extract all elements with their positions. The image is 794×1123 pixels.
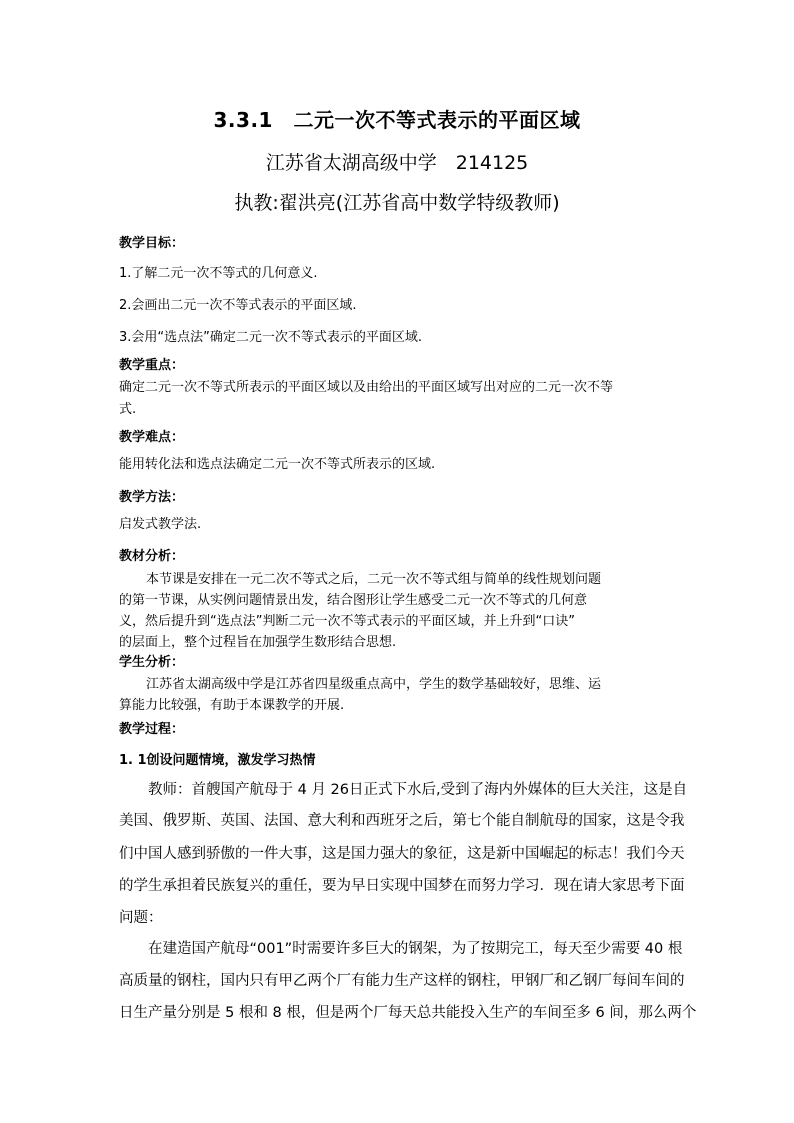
school-line: 江苏省太湖高级中学 214125 — [265, 152, 529, 174]
teacher-line: 执教:翟洪亮(江苏省高中数学特级教师) — [234, 192, 560, 214]
process-paragraph-line: 们中国人感到骄傲的一件大事，这是国力强大的象征，这是新中国崛起的标志！我们今天 — [119, 846, 685, 862]
key-points-heading: 教学重点： — [119, 358, 185, 373]
student-analysis-line: 江苏省太湖高级中学是江苏省四星级重点高中，学生的数学基础较好，思维、运 — [146, 677, 602, 692]
objective-item: 2.会画出二元一次不等式表示的平面区域. — [119, 298, 357, 313]
process-paragraph-line: 高质量的钢柱，国内只有甲乙两个厂有能力生产这样的钢柱，甲钢厂和乙钢厂每间车间的 — [119, 973, 685, 989]
process-paragraph-line: 教师：首艘国产航母于 4 月 26日正式下水后,受到了海内外媒体的巨大关注，这是自 — [148, 782, 688, 798]
process-paragraph-line: 的学生承担着民族复兴的重任，要为早日实现中国梦在而努力学习．现在请大家思考下面 — [119, 878, 685, 894]
key-points-line: 确定二元一次不等式所表示的平面区域以及由给出的平面区域写出对应的二元一次不等 — [119, 380, 614, 395]
student-analysis-line: 算能力比较强，有助于本课教学的开展. — [119, 698, 345, 713]
textbook-analysis-heading: 教材分析： — [119, 549, 185, 564]
key-points-line: 式. — [119, 402, 137, 417]
process-subheading: 1. 1创设问题情境，激发学习热情 — [119, 753, 316, 768]
page-title: 3.3.1 二元一次不等式表示的平面区域 — [213, 108, 581, 132]
difficulties-line: 能用转化法和选点法确定二元一次不等式所表示的区域. — [119, 457, 436, 472]
textbook-analysis-line: 的层面上，整个过程旨在加强学生数形结合思想. — [119, 635, 397, 650]
methods-line: 启发式教学法. — [119, 517, 202, 532]
student-analysis-heading: 学生分析： — [119, 655, 185, 670]
objectives-heading: 教学目标： — [119, 236, 185, 251]
process-paragraph-line: 问题： — [119, 910, 163, 926]
textbook-analysis-line: 的第一节课，从实例问题情景出发，结合图形让学生感受二元一次不等式的几何意 — [119, 593, 588, 608]
difficulties-heading: 教学难点： — [119, 430, 185, 445]
process-heading: 教学过程： — [119, 722, 185, 737]
process-paragraph-line: 在建造国产航母“001”时需要许多巨大的钢架，为了按期完工，每天至少需要 40 根 — [148, 941, 683, 957]
process-paragraph-line: 日生产量分别是 5 根和 8 根，但是两个厂每天总共能投入生产的车间至多 6 间，那么两个 — [119, 1005, 697, 1021]
objective-item: 3.会用“选点法”确定二元一次不等式表示的平面区域. — [119, 330, 423, 345]
objective-item: 1.了解二元一次不等式的几何意义. — [119, 266, 318, 281]
textbook-analysis-line: 本节课是安排在一元二次不等式之后，二元一次不等式组与简单的线性规划问题 — [146, 572, 602, 587]
textbook-analysis-line: 义，然后提升到“选点法”判断二元一次不等式表示的平面区域，并上升到“口诀” — [119, 614, 575, 629]
process-paragraph-line: 美国、俄罗斯、英国、法国、意大利和西班牙之后，第七个能自制航母的国家，这是令我 — [119, 813, 685, 829]
methods-heading: 教学方法： — [119, 490, 185, 505]
